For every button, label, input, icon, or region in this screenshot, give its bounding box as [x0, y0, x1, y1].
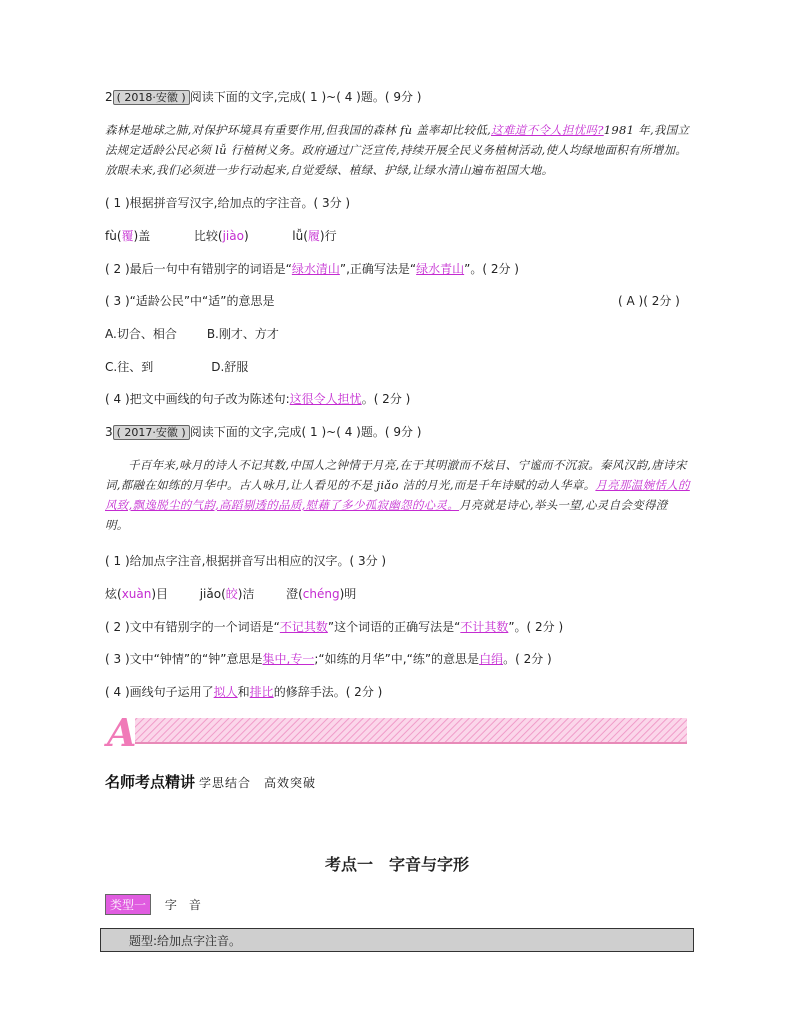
q2-s1-answers	[105, 228, 337, 245]
q2-s1-a1-post: )盖	[133, 229, 151, 243]
section-title: 名师考点精讲	[105, 773, 196, 791]
q2-s1-a3	[292, 229, 336, 243]
q3-s3-post: 。( 2分 )	[503, 652, 552, 666]
kaodian-title: 考点一 字音与字形	[324, 855, 469, 874]
banner-letter-a: A	[107, 710, 137, 755]
q2-s2-post: ”。( 2分 )	[464, 262, 519, 276]
q3-s2-mid: ”这个词语的正确写法是“	[327, 620, 461, 634]
q2-s4-pre: ( 4 )把文中画线的句子改为陈述句:	[105, 392, 290, 406]
q3-s1-a3-pre: 澄(	[286, 587, 303, 601]
q3-s2-post: ”。( 2分 )	[508, 620, 564, 634]
q3-title: 阅读下面的文字,完成( 1 )~( 4 )题。( 9分 )	[189, 425, 422, 439]
q3-s4-answer1: 拟人	[213, 685, 238, 699]
q2-s2-pre: ( 2 )最后一句中有错别字的词语是“	[105, 262, 292, 276]
q2-s1-a2-pre: 比较(	[193, 229, 223, 243]
q3-source-tag: ( 2017·安徽 )	[113, 425, 190, 440]
q2-option-d: D.舒服	[211, 360, 249, 374]
q2-passage-before: 森林是地球之肺,对保护环境具有重要作用,但我国的森林 fù 盖率却比较低,	[105, 123, 492, 137]
q3-s1-prompt: ( 1 )给加点字注音,根据拼音写出相应的汉字。( 3分 )	[105, 554, 387, 568]
type-label: 字 音	[164, 898, 201, 912]
q2-s4	[105, 391, 410, 408]
q2-option-a: A.切合、相合	[105, 327, 177, 341]
q2-s1-a2	[194, 229, 249, 243]
q2-s4-answer: 这很令人担忧	[289, 392, 362, 406]
q2-s1-a2-answer: jiào	[222, 229, 244, 243]
q3-s1-a1	[105, 587, 168, 601]
q3-s3-mid: ;“如练的月华”中,“练”的意思是	[314, 652, 480, 666]
q3-s4	[105, 684, 382, 701]
q2-s2-answer2: 绿水青山	[416, 262, 465, 276]
question-type-text: 题型:给加点字注音。	[129, 934, 242, 948]
type-tag: 类型一	[105, 894, 151, 915]
q2-header	[105, 89, 421, 106]
q2-s1-a1-answer: 覆	[121, 229, 134, 243]
q2-s1-a3-pre: lǚ(	[292, 229, 308, 243]
question-type-box	[100, 928, 694, 952]
q3-s1-a1-pre: 炫(	[105, 587, 122, 601]
q2-s1-a3-answer: 履	[307, 229, 320, 243]
q3-s3-answer2: 白绢	[479, 652, 504, 666]
q3-s1-a1-answer: xuàn	[121, 587, 152, 601]
q3-header	[105, 424, 421, 441]
q3-s1-a2	[200, 587, 255, 601]
q3-s1-a3	[286, 587, 356, 601]
section-heading	[105, 771, 316, 792]
q3-s2-pre: ( 2 )文中有错别字的一个词语是“	[105, 620, 280, 634]
q2-s3-options-row2	[105, 359, 248, 376]
type-row	[105, 894, 201, 915]
q2-source-tag: ( 2018·安徽 )	[113, 90, 190, 105]
q3-s4-answer2: 排比	[249, 685, 274, 699]
q2-s1-a1-pre: fù(	[105, 229, 122, 243]
q3-number: 3	[105, 425, 113, 439]
q2-passage-underlined: 这难道不令人担忧吗?	[491, 123, 604, 137]
q2-s1-prompt: ( 1 )根据拼音写汉字,给加点的字注音。( 3分 )	[105, 196, 351, 210]
q3-s1-a1-post: )目	[151, 587, 169, 601]
section-banner	[105, 710, 689, 755]
q2-number: 2	[105, 90, 113, 104]
q3-s3-answer1: 集中,专一	[262, 652, 315, 666]
q2-s3-answer: ( A )( 2分 )	[618, 294, 680, 308]
q3-passage	[105, 455, 690, 535]
q2-s4-post: 。( 2分 )	[361, 392, 411, 406]
q2-s2-mid: ”,正确写法是“	[339, 262, 417, 276]
q3-s3	[105, 651, 552, 668]
q3-s2	[105, 619, 563, 636]
q3-s1-a3-answer: chéng	[302, 587, 340, 601]
q2-s2	[105, 261, 519, 278]
q3-s1-a2-post: )洁	[237, 587, 255, 601]
q2-s1-a2-post: )	[243, 229, 249, 243]
q3-s1-answers	[105, 586, 356, 603]
q3-s4-post: 的修辞手法。( 2分 )	[273, 685, 383, 699]
q3-s2-answer2: 不计其数	[460, 620, 509, 634]
q3-s1-a2-pre: jiǎo(	[199, 587, 226, 601]
q3-s2-answer1: 不记其数	[279, 620, 328, 634]
q2-s3-prompt: ( 3 )“适龄公民”中“适”的意思是	[105, 294, 275, 308]
q2-option-c: C.往、到	[105, 360, 154, 374]
q2-s1-a3-post: )行	[319, 229, 337, 243]
q3-s4-mid: 和	[237, 685, 250, 699]
q2-passage-after: 1981 年,我国立法规定适龄公民必须 lǚ 行植树义务。政府通过广泛宣传,持续开展全民义务植树活动,使人均绿地面积有所增加。放眼未来,我们必须进一步行动起来,自觉爱绿、植绿、护绿,让绿水清山遍布祖国大地。	[105, 123, 690, 177]
q2-passage	[105, 120, 690, 180]
q3-passage-underlined: 月亮那温婉恬人的风致,飘逸脱尘的气韵,高蹈剔透的品质,慰藉了多少孤寂幽怨的心灵。	[105, 478, 690, 512]
q2-option-b: B.刚才、方才	[206, 327, 279, 341]
q2-s1-a1	[105, 229, 150, 243]
banner-stripes	[105, 714, 689, 748]
q2-s2-answer1: 绿水清山	[291, 262, 340, 276]
q2-s3-options-row1	[105, 326, 279, 343]
q3-passage-after: 月亮就是诗心,举头一望,心灵自会变得澄明。	[105, 498, 668, 532]
q3-s1-a3-post: )明	[339, 587, 357, 601]
q2-title: 阅读下面的文字,完成( 1 )~( 4 )题。( 9分 )	[189, 90, 422, 104]
section-subtitle: 学思结合 高效突破	[199, 776, 317, 790]
q3-s1-a2-answer: 皎	[225, 587, 238, 601]
q3-passage-before: 千百年来,咏月的诗人不记其数,中国人之钟情于月亮,在于其明澈而不炫目、宁谧而不沉寂。秦风汉韵,唐诗宋词,都融在如练的月华中。古人咏月,让人看见的不是 jiǎo 洁的月光,而是千年诗赋的动人华章。	[105, 458, 687, 492]
q3-s4-pre: ( 4 )画线句子运用了	[105, 685, 214, 699]
q3-s3-pre: ( 3 )文中“钟情”的“钟”意思是	[105, 652, 263, 666]
